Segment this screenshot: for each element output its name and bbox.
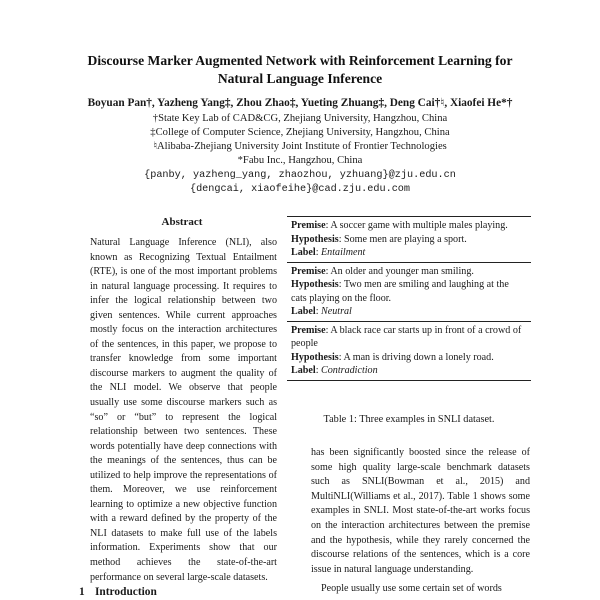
paper-title-line-1: Discourse Marker Augmented Network with Reinforcement Learning for	[87, 53, 513, 68]
hypothesis-key: Hypothesis	[291, 351, 339, 363]
affiliation-college-cs: ‡College of Computer Science, Zhejiang University, Hangzhou, China	[150, 127, 450, 138]
intro-paragraph-next: People usually use some certain set of words	[321, 583, 502, 594]
example-1-hypothesis: Some men are playing a sport.	[344, 233, 467, 245]
affiliation-fabu: *Fabu Inc., Hangzhou, China	[237, 155, 363, 166]
email-line-2: {dengcai, xiaofeihe}@cad.zju.edu.com	[189, 184, 411, 195]
premise-key: Premise	[291, 220, 326, 231]
example-2-premise: An older and younger man smiling.	[330, 265, 474, 277]
hypothesis-key: Hypothesis	[291, 233, 339, 245]
table-caption: Table 1: Three examples in SNLI dataset.	[323, 414, 495, 425]
email-line-1: {panby, yazheng_yang, zhaozhou, yzhuang}@zju.edu.cn	[144, 170, 456, 181]
abstract-text: Natural Language Inference (NLI), also known as Recognizing Textual Entailment (RTE), is one of the most important problems in natural language processing. It requires to infer the logical relationship between two given sentences. While current approaches mostly focus on the interaction architectures of the sentences, in this paper, we propose to transfer knowledge from some important discourse markers to augment the quality of the NLI model. We observe that people usually use some discourse markers such as “so” or “but” to represent the logical relationship between two sentences. These words potentially have deep connections with the meanings of the sentences, thus can be utilized to help improve the representations of them. Moreover, we use reinforcement learning to optimize a new objective function with a reward defined by the property of the NLI datasets to make full use of the labels information. Experiments show that our method achieves the state-of-the-art performance on several large-scale datasets.	[90, 237, 277, 583]
example-2-hypothesis: Two men are smiling and laughing at the cats playing on the floor.	[291, 279, 509, 304]
table-example-3: Premise: A black race car starts up in front of a crowd of people Hypothesis: A man is driving down a lonely road. Label: Contradiction	[291, 324, 522, 376]
snli-examples-table	[287, 216, 531, 381]
hypothesis-key: Hypothesis	[291, 279, 339, 290]
example-1-label: Entailment	[321, 247, 366, 258]
author-list: Boyuan Pan†, Yazheng Yang‡, Zhou Zhao‡, Yueting Zhuang‡, Deng Cai†♮, Xiaofei He*†	[87, 97, 513, 109]
affiliation-alibaba-zju: ♮Alibaba-Zhejiang University Joint Institute of Frontier Technologies	[153, 141, 447, 152]
table-example-1: Premise: A soccer game with multiple males playing. Hypothesis: Some men are playing a sport. Label: Entailment	[287, 217, 531, 263]
paper-title	[0, 52, 600, 88]
label-key: Label	[291, 306, 316, 317]
premise-key: Premise	[291, 265, 326, 277]
paper-title-line-2: Natural Language Inference	[217, 71, 383, 86]
section-heading-introduction	[79, 586, 157, 598]
example-3-label: Contradiction	[321, 365, 378, 376]
label-key: Label	[291, 247, 316, 258]
example-2-label: Neutral	[321, 306, 352, 317]
table-example-2: Premise: An older and younger man smiling. Hypothesis: Two men are smiling and laughing at the cats playing on the floor. Label: Neutral	[287, 263, 531, 322]
example-3-premise: A black race car starts up in front of a crowd of people	[291, 324, 522, 349]
example-1-premise: A soccer game with multiple males playing.	[330, 220, 508, 231]
section-title: Introduction	[95, 586, 157, 598]
abstract-heading: Abstract	[161, 216, 203, 228]
label-key: Label	[291, 365, 316, 376]
intro-paragraph-continued: has been significantly boosted since the release of some high quality large-scale benchmark datasets such as SNLI(Bowman et al., 2015) and MultiNLI(Williams et al., 2017). Table 1 shows some examples in SNLI. Most state-of-the-art works focus on the interaction architectures between the premise and the hypothesis, while they rarely concerned the discourse relations of the sentences, which is a core issue in natural language understanding.	[311, 447, 530, 575]
section-number: 1	[79, 586, 85, 598]
premise-key: Premise	[291, 324, 326, 336]
example-3-hypothesis: A man is driving down a lonely road.	[343, 351, 494, 363]
affiliation-state-key-lab: †State Key Lab of CAD&CG, Zhejiang University, Hangzhou, China	[152, 113, 448, 124]
